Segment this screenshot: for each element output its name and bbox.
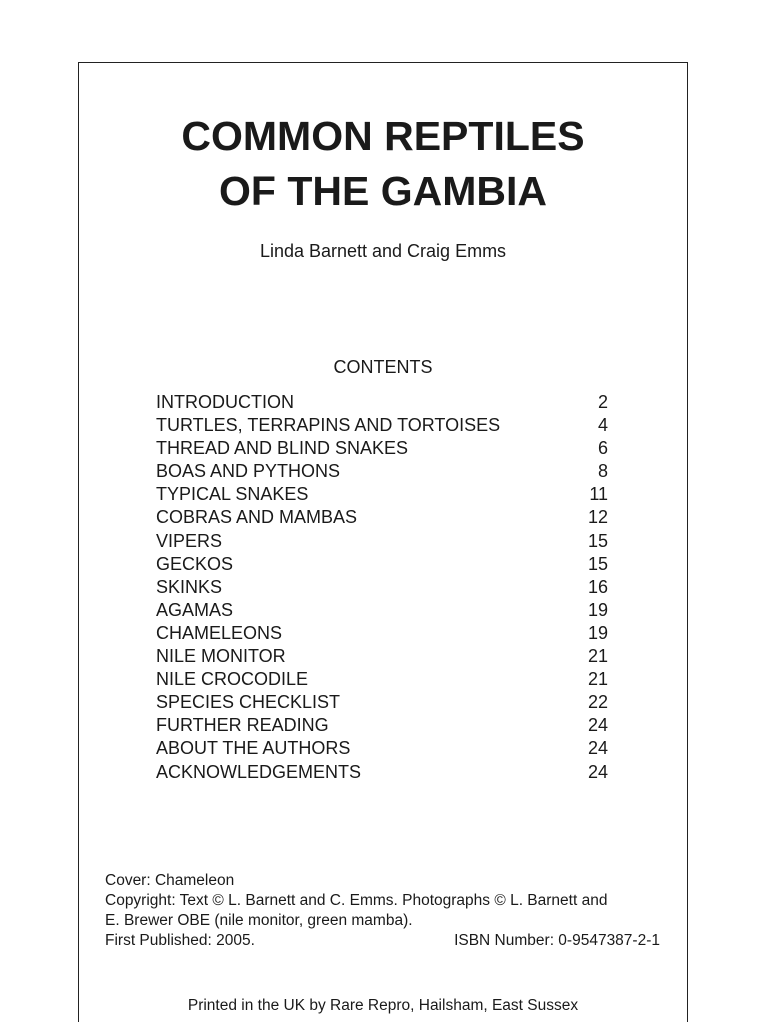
- toc-entry: [156, 737, 608, 760]
- toc-entry: [156, 483, 608, 506]
- cover-credit: Cover: Chameleon: [105, 872, 235, 889]
- toc-entry-page: 24: [587, 738, 608, 759]
- toc-entry: [156, 622, 608, 645]
- toc-entry: [156, 714, 608, 737]
- toc-entry-page: 19: [587, 622, 608, 643]
- book-title: [79, 109, 687, 219]
- toc-entry: [156, 761, 608, 784]
- toc-entry: [156, 553, 608, 576]
- toc-entry-page: 21: [587, 669, 608, 690]
- authors: Linda Barnett and Craig Emms: [259, 241, 507, 261]
- toc-entry: [156, 530, 608, 553]
- toc-entry-page: 4: [597, 415, 608, 436]
- toc-entry-page: 11: [589, 484, 608, 505]
- toc-entry: [156, 668, 608, 691]
- toc-entry: [156, 576, 608, 599]
- contents-heading: CONTENTS: [333, 357, 433, 377]
- toc-entry: [156, 460, 608, 483]
- toc-entry: [156, 599, 608, 622]
- toc-entry-page: 15: [587, 530, 608, 551]
- toc-entry-label: NILE CROCODILE: [156, 669, 309, 690]
- toc-entry-label: COBRAS AND MAMBAS: [156, 507, 358, 528]
- toc-entry-label: ACKNOWLEDGEMENTS: [156, 761, 362, 782]
- toc-entry-label: BOAS AND PYTHONS: [156, 461, 341, 482]
- publication-info: [105, 871, 660, 951]
- table-of-contents: [156, 391, 608, 784]
- toc-entry: [156, 437, 608, 460]
- first-published: First Published: 2005.: [105, 932, 255, 949]
- toc-entry: [156, 506, 608, 529]
- toc-entry-page: 19: [587, 599, 608, 620]
- toc-entry-label: VIPERS: [156, 530, 223, 551]
- toc-entry: [156, 691, 608, 714]
- toc-entry-label: CHAMELEONS: [156, 622, 283, 643]
- toc-entry-page: 8: [597, 461, 608, 482]
- toc-entry-page: 6: [597, 438, 608, 459]
- document-page: [78, 62, 688, 1022]
- toc-entry: [156, 414, 608, 437]
- toc-entry: [156, 391, 608, 414]
- toc-entry-label: TYPICAL SNAKES: [156, 484, 309, 505]
- toc-entry-label: FURTHER READING: [156, 715, 329, 736]
- toc-entry-page: 24: [587, 715, 608, 736]
- toc-entry-page: 21: [587, 646, 608, 667]
- printer-credit: Printed in the UK by Rare Repro, Hailsham, East Sussex: [187, 997, 579, 1014]
- toc-entry-page: 12: [587, 507, 608, 528]
- isbn-number: ISBN Number: 0-9547387-2-1: [454, 932, 660, 949]
- toc-entry: [156, 645, 608, 668]
- toc-entry-label: AGAMAS: [156, 599, 234, 620]
- toc-entry-page: 24: [587, 761, 608, 782]
- toc-entry-label: NILE MONITOR: [156, 646, 286, 667]
- title-line-2: OF THE GAMBIA: [219, 168, 547, 214]
- title-line-1: COMMON REPTILES: [181, 113, 585, 159]
- publication-row: [105, 931, 660, 951]
- toc-entry-page: 22: [587, 692, 608, 713]
- toc-entry-label: ABOUT THE AUTHORS: [156, 738, 351, 759]
- toc-entry-page: 16: [587, 576, 608, 597]
- toc-entry-label: THREAD AND BLIND SNAKES: [156, 438, 409, 459]
- toc-entry-page: 2: [597, 392, 608, 412]
- toc-entry-label: SKINKS: [156, 576, 223, 597]
- copyright-line-1: Copyright: Text © L. Barnett and C. Emms. Photographs © L. Barnett and: [105, 892, 608, 909]
- toc-entry-label: GECKOS: [156, 553, 234, 574]
- toc-entry-label: INTRODUCTION: [156, 392, 294, 412]
- toc-entry-label: SPECIES CHECKLIST: [156, 692, 341, 713]
- copyright-line-2: E. Brewer OBE (nile monitor, green mamba).: [105, 912, 413, 929]
- toc-entry-page: 15: [587, 553, 608, 574]
- toc-entry-label: TURTLES, TERRAPINS AND TORTOISES: [156, 415, 501, 436]
